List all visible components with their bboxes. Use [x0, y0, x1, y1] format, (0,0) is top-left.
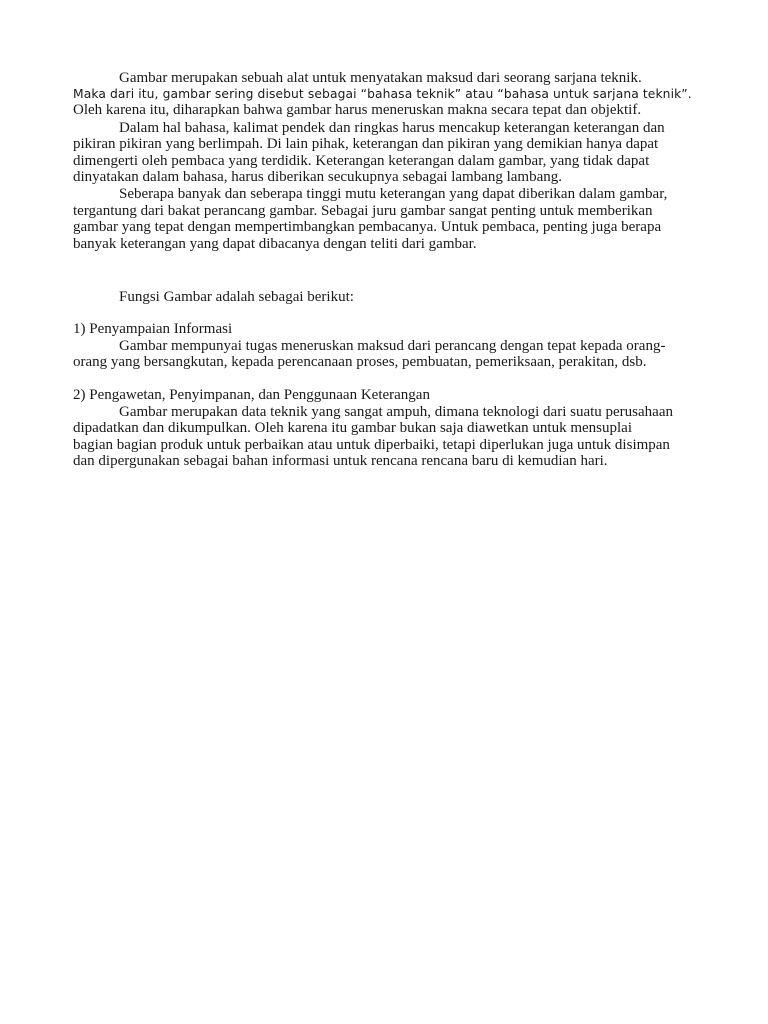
section-line: dipadatkan dan dikumpulkan. Oleh karena itu gambar bukan saja diawetkan untuk mensuplai: [73, 420, 633, 436]
section-heading: 1) Penyampaian Informasi: [73, 321, 233, 337]
paragraph-line: tergantung dari bakat perancang gambar. Sebagai juru gambar sangat penting untuk memberikan: [73, 203, 653, 219]
paragraph-line: gambar yang tepat dengan mempertimbangkan pembacanya. Untuk pembaca, penting juga berapa: [73, 219, 662, 235]
section-line: Gambar merupakan data teknik yang sangat ampuh, dimana teknologi dari suatu perusahaan: [119, 404, 673, 420]
paragraph-line: pikiran pikiran yang berlimpah. Di lain pihak, keterangan dan pikiran yang demikian hanya dapat: [73, 136, 659, 152]
paragraph-line: Maka dari itu, gambar sering disebut sebagai “bahasa teknik” atau “bahasa untuk sarjana teknik”.: [73, 87, 692, 101]
paragraph-line: dimengerti oleh pembaca yang terdidik. Keterangan keterangan dalam gambar, yang tidak dapat: [73, 153, 650, 169]
paragraph-line: dinyatakan dalam bahasa, harus diberikan secukupnya sebagai lambang lambang.: [73, 169, 562, 185]
paragraph-line: Dalam hal bahasa, kalimat pendek dan ringkas harus mencakup keterangan keterangan dan: [119, 120, 665, 136]
section-heading: 2) Pengawetan, Penyimpanan, dan Penggunaan Keterangan: [73, 387, 430, 403]
paragraph-line: banyak keterangan yang dapat dibacanya dengan teliti dari gambar.: [73, 236, 477, 252]
paragraph-line: Gambar merupakan sebuah alat untuk menyatakan maksud dari seorang sarjana teknik.: [119, 70, 642, 86]
fungsi-intro: Fungsi Gambar adalah sebagai berikut:: [119, 289, 354, 305]
section-line: bagian bagian produk untuk perbaikan atau untuk diperbaiki, tetapi diperlukan juga untuk disimpan: [73, 437, 670, 453]
paragraph-line: Seberapa banyak dan seberapa tinggi mutu keterangan yang dapat diberikan dalam gambar,: [119, 186, 668, 202]
section-line: orang yang bersangkutan, kepada perencanaan proses, pembuatan, pemeriksaan, perakitan, dsb.: [73, 354, 647, 370]
section-line: Gambar mempunyai tugas meneruskan maksud dari perancang dengan tepat kepada orang-: [119, 338, 666, 354]
paragraph-line: Oleh karena itu, diharapkan bahwa gambar harus meneruskan makna secara tepat dan objektif.: [73, 102, 642, 118]
section-line: dan dipergunakan sebagai bahan informasi untuk rencana rencana baru di kemudian hari.: [73, 453, 608, 469]
